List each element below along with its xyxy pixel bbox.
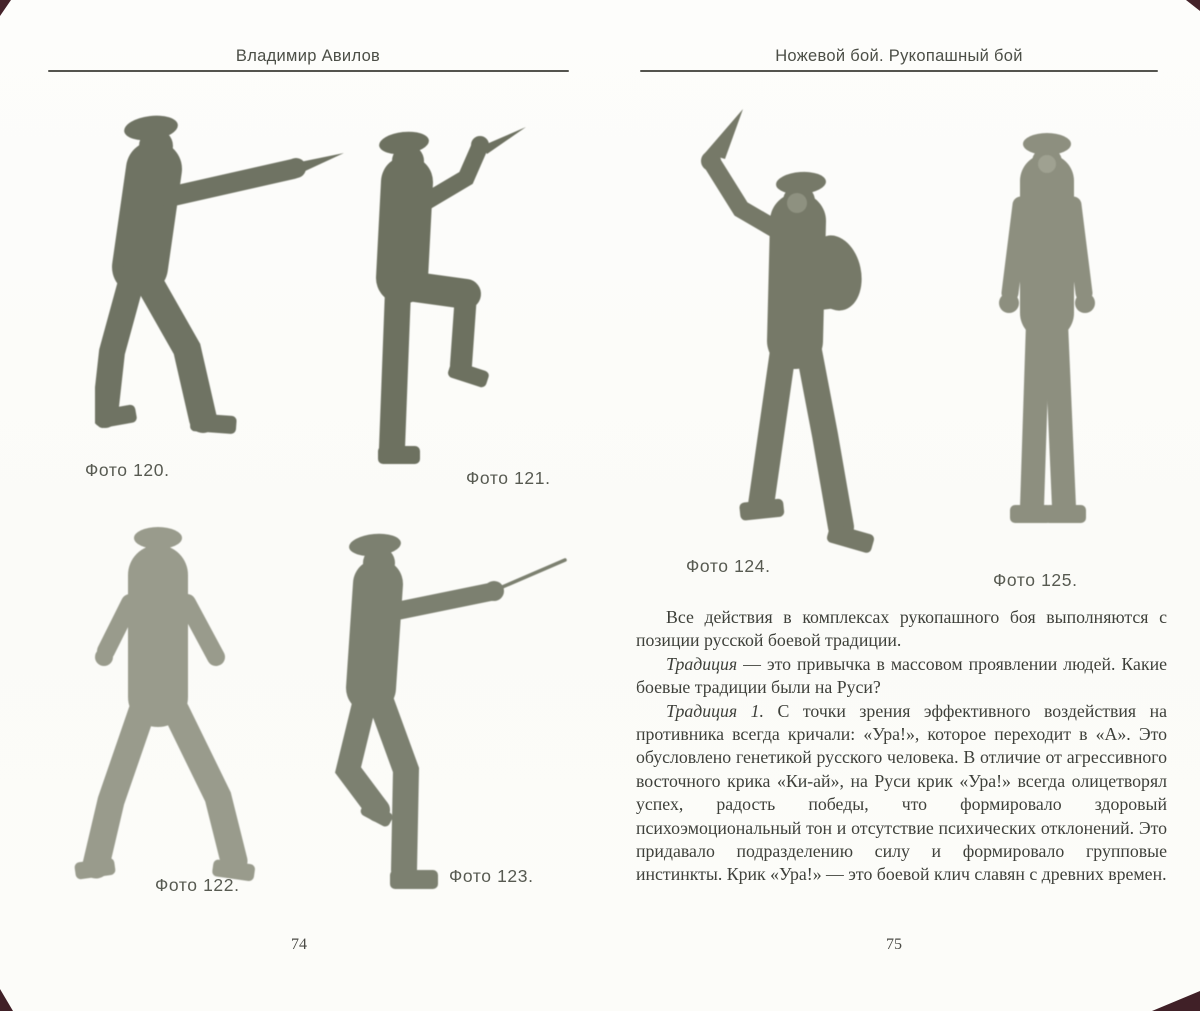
- soldier-silhouette-icon: [322, 518, 567, 915]
- soldier-silhouette-icon: [95, 97, 345, 462]
- photo-123-caption: Фото 123.: [449, 866, 534, 886]
- scan-corner-artifact: [1152, 991, 1200, 1011]
- soldier-silhouette-icon: [683, 103, 908, 568]
- left-page-header: Владимир Авилов: [235, 47, 381, 65]
- soldier-silhouette-icon: [952, 115, 1137, 563]
- photo-121-caption: Фото 121.: [466, 468, 551, 488]
- soldier-silhouette-icon: [66, 515, 261, 910]
- body-text: [636, 606, 1167, 887]
- face-highlight: [787, 193, 807, 213]
- photo-124: [683, 103, 908, 568]
- paragraph-text: — это привычка в массовом проявлении людей. Какие боевые традиции были на Руси?: [636, 653, 1167, 698]
- right-page-header: Ножевой бой. Рукопашный бой: [775, 47, 1023, 65]
- photo-120: [95, 97, 345, 462]
- scan-corner-artifact: [1186, 0, 1200, 11]
- photo-120-caption: Фото 120.: [85, 460, 170, 480]
- photo-125-caption: Фото 125.: [993, 570, 1078, 590]
- photo-124-caption: Фото 124.: [686, 556, 771, 576]
- paragraph-lead: Традиция: [666, 653, 738, 674]
- photo-125: [952, 115, 1137, 563]
- soldier-silhouette-icon: [352, 118, 552, 480]
- paragraph-lead: Традиция 1.: [666, 700, 764, 721]
- paragraph-text: С точки зрения эффективного воздействия на противника всегда кричали: «Ура!», которое переходит в «А». Это обусловлено генетикой русского человека. В отличие от агрессивного восточного крика «Ки-ай», на Руси крик «Ура!» всегда олицетворял успех, радость победы, что формировало здоровый психоэмоциональный тон и отсутствие психических отклонений. Это придавало подразделению силу и формировало групповые инстинкты. Крик «Ура!» — это боевой клич славян с древних времен.: [636, 700, 1167, 885]
- paragraph: [636, 653, 1167, 700]
- right-header-rule: [640, 70, 1158, 72]
- right-page-number: 75: [886, 936, 902, 953]
- photo-123: [322, 518, 567, 915]
- photo-122-caption: Фото 122.: [155, 875, 240, 895]
- left-page-number: 74: [291, 936, 307, 953]
- paragraph: [636, 700, 1167, 887]
- face-highlight: [1038, 155, 1056, 173]
- scan-corner-artifact: [0, 989, 13, 1011]
- photo-121: [352, 118, 552, 480]
- photo-122: [66, 515, 261, 910]
- paragraph: [636, 606, 1167, 653]
- paragraph-text: Все действия в комплексах рукопашного боя выполняются с позиции русской боевой традиции.: [636, 607, 1167, 651]
- left-header-rule: [48, 70, 569, 72]
- scan-corner-artifact: [0, 0, 11, 16]
